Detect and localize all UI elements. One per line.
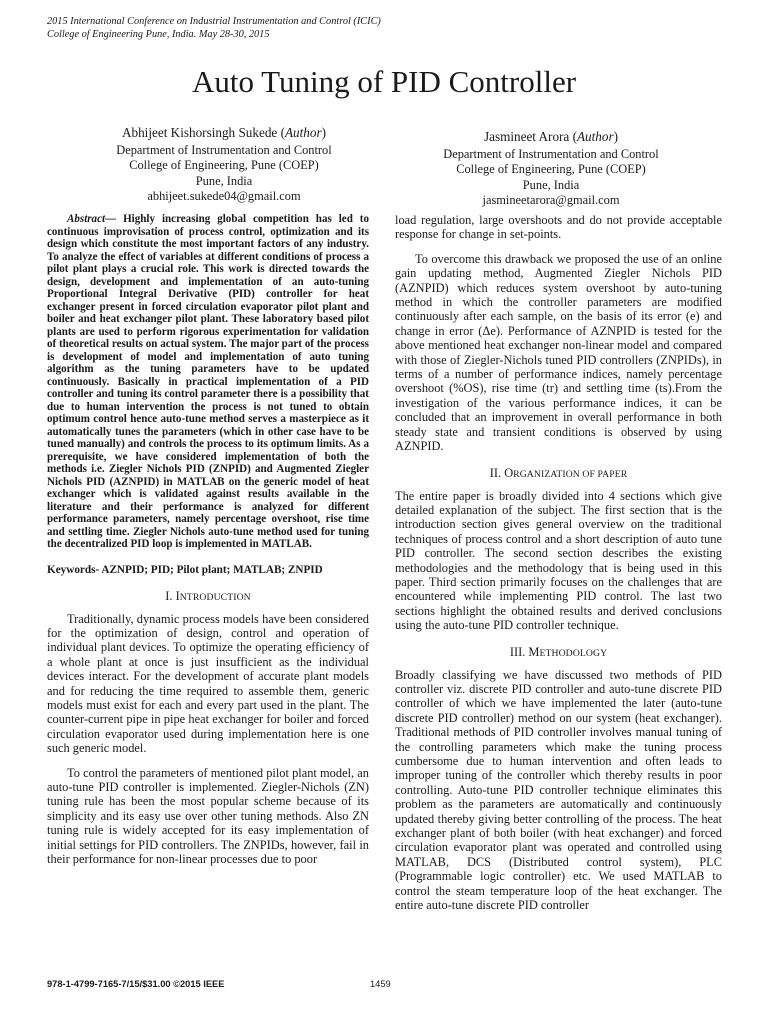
section-title-rest: NTRODUCTION <box>179 591 251 603</box>
section-first-letter: I <box>175 588 180 603</box>
conference-line-2: College of Engineering Pune, India. May 28-30, 2015 <box>47 28 270 40</box>
section-numeral: III. <box>509 644 526 659</box>
author-department: Department of Instrumentation and Control <box>443 146 659 161</box>
section-heading-organization <box>395 466 722 482</box>
author-name: Abhijeet Kishorsingh Sukede <box>121 125 278 140</box>
author-location: Pune, India <box>195 173 253 188</box>
author-email: abhijeet.sukede04@gmail.com <box>147 189 301 204</box>
intro-continued-paragraph: load regulation, large overshoots and do not provide acceptable response for change in set-points. <box>395 213 722 242</box>
intro-paragraph-2: To control the parameters of mentioned pilot plant model, an auto-tune PID controller is implemented. Ziegler-Nichols (ZN) tuning rule has been the most popular scheme because of its simplicity and its easy use over other tuning methods. Also ZN tuning rule is widely accepted for its easy implementation of initial settings for PID controllers. The ZNPIDs, however, fail in their performance for non-linear processes due to poor <box>47 765 369 866</box>
author-block-2 <box>393 129 709 209</box>
author-college: College of Engineering, Pune (COEP) <box>129 158 319 173</box>
section-first-letter: M <box>528 644 540 659</box>
author-role: Author <box>284 125 322 140</box>
section-first-letter: O <box>504 465 514 480</box>
left-column <box>47 213 369 866</box>
author-role: Author <box>576 129 614 144</box>
author-location: Pune, India <box>522 177 580 192</box>
section-numeral: II. <box>489 465 502 480</box>
author-name: Jasmineet Arora <box>483 129 570 144</box>
author-name-line: Jasmineet Arora (Author) <box>483 129 619 144</box>
conference-header <box>47 16 647 41</box>
paper-title: Auto Tuning of PID Controller <box>191 64 577 99</box>
section-title-rest: RGANIZATION OF PAPER <box>513 468 628 480</box>
abstract-label: Abstract— <box>67 213 117 225</box>
right-column <box>395 213 722 912</box>
abstract <box>47 213 369 551</box>
keywords: Keywords- AZNPID; PID; Pilot plant; MATLAB; ZNPID <box>47 563 323 576</box>
section-numeral: I. <box>165 588 173 603</box>
author-college: College of Engineering, Pune (COEP) <box>456 162 646 177</box>
author-block-1 <box>66 125 382 205</box>
section-heading-methodology <box>395 645 722 661</box>
conference-line-1: 2015 International Conference on Industrial Instrumentation and Control (ICIC) <box>47 16 381 27</box>
section-heading-introduction <box>47 589 369 605</box>
author-department: Department of Instrumentation and Control <box>116 142 332 157</box>
author-email: jasmineetarora@gmail.com <box>482 193 620 208</box>
intro-paragraph-1: Traditionally, dynamic process models have been considered for the optimization of design, control and operation of individual plant devices. To optimize the operating efficiency of a whole plant at once is just insufficient as the individual devices interact. For the development of accurate plant models and for reducing the time required to assemble them, generic models must exist for each and every part used in the plant. The counter-current pipe in pipe heat exchanger for boiler and forced circulation evaporator used during implementation here is one such generic model. <box>47 611 369 756</box>
organization-paragraph: The entire paper is broadly divided into 4 sections which give detailed explanation of the subject. The first section that is the introduction section gives general overview on the traditional techniques of process control and a short description of auto tune PID controller. The second section describes the existing methodologies and the methodology that is being used in this paper. Third section primarily focuses on the challenges that are encountered while implementing PID control. The last two sections highlight the obtained results and derived conclusions using the auto-tune PID controller technique. <box>395 488 722 633</box>
footer-isbn: 978-1-4799-7165-7/15/$31.00 ©2015 IEEE <box>47 979 225 989</box>
intro-paragraph-3: To overcome this drawback we proposed the use of an online gain updating method, Augmented Ziegler Nichols PID (AZNPID) which reduces system overshoot by auto-tuning method in which the controller parameters are modified continuously after each sample, on the basis of its error (e) and change in error (Δe). Performance of AZNPID is tested for the above mentioned heat exchanger non-linear model and compared with those of Ziegler-Nichols tuned PID controllers (ZNPIDs), in terms of a number of performance indices, namely percentage overshoot (%OS), rise time (tr) and settling time (ts).From the investigation of the various performance indices, it can be concluded that an improvement in overall performance in both steady state and transient conditions is observed by using AZNPID. <box>395 251 722 454</box>
methodology-paragraph: Broadly classifying we have discussed two methods of PID controller viz. discrete PID controller and auto-tune discrete PID controller of which we have implemented the later (auto-tune discrete PID controller) method on our system (heat exchanger). Traditional methods of PID controller involves manual tuning of the controlling parameters which make the tuning process cumbersome due to human intervention and often leads to improper tuning of the controller which thereby results in poor controlling. Auto-tune PID controller technique eliminates this problem as the parameters are automatically and continuously updated thereby giving better controlling of the process. The heat exchanger plant of both boiler (with heat exchanger) and forced circulation evaporator plant was operated and controlled using MATLAB, DCS (Distributed control system), PLC (Programmable logic controller) etc. We used MATLAB to control the steam temperature loop of the heat exchanger. The entire auto-tune discrete PID controller <box>395 667 722 913</box>
section-title-rest: ETHODOLOGY <box>539 647 608 659</box>
abstract-text: Highly increasing global competition has led to continuous improvisation of process control, optimization and its design which constitute the most important factors of any industry. To analyze the effect of variables at different conditions of process a pilot plant plays a crucial role. This work is directed towards the design, development and implementation of an auto-tuning Proportional Integral Derivative (PID) controller for heat exchanger present in forced circulation evaporator pilot plant and boiler and heat exchanger pilot plant. These laboratory based pilot plants are used to perform rigorous experimentation for validation of theoretical results on actual system. The major part of the process is development of model and implementation of auto tuning algorithm as the tuning parameters have to be updated continuously. Basically in practical implementation of a PID controller and tuning its control parameter there is a possibility that due to human intervention the process is not tuned to obtain optimum control hence auto-tune method serves a masterpiece as it automatically tunes the parameters (which in other case have to be tuned manually) and controls the process to its optimum limits. As a prerequisite, we have considered implementation of both the methods i.e. Ziegler Nichols PID (ZNPID) and Augmented Ziegler Nichols PID (AZNPID) in MATLAB on the generic model of heat exchanger which is validated against results available in the literature and their performance is analyzed for different performance parameters, namely percentage overshoot, rise time and settling time. Ziegler Nichols auto-tune method used for tuning the decentralized PID loop is implemented in MATLAB. <box>47 213 370 550</box>
author-name-line: Abhijeet Kishorsingh Sukede (Author) <box>121 125 327 140</box>
page-number: 1459 <box>370 979 391 989</box>
